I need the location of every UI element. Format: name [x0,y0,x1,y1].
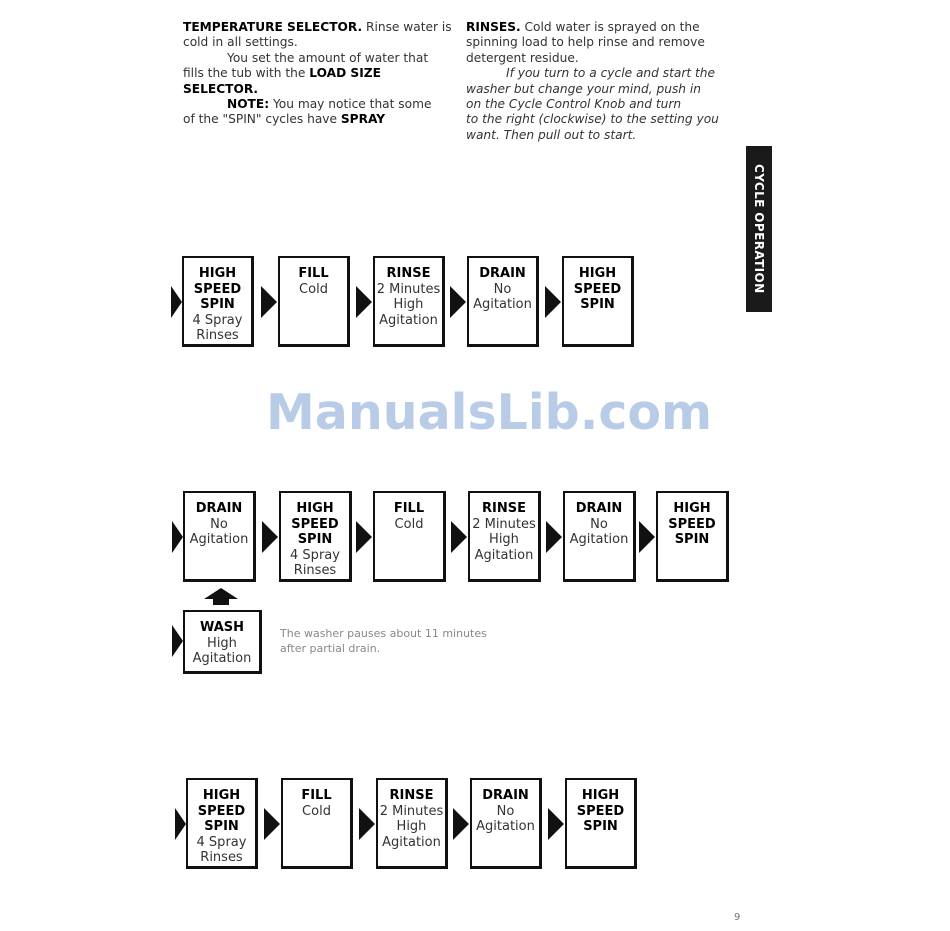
cycle-change-paragraph: If you turn to a cycle and start the washer but change your mind, push in on the Cycle Control Knob and turn to the right (clockwise) to the setting you want. Then pull out to start. [466,66,719,142]
wash-box [183,610,262,674]
step-line: FILL [393,501,425,516]
temperature-selector-paragraph: TEMPERATURE SELECTOR. Rinse water is cold in all settings. [183,20,452,50]
step-line: High [396,819,427,835]
step-line: Cold [299,281,328,297]
row3-arrow-icon [175,808,186,840]
step-line: Rinses [293,563,337,579]
load-size-paragraph: You set the amount of water that fills the tub with the LOAD SIZE SELECTOR. [183,50,429,96]
row2-step-box [183,491,256,582]
row1-step-box [562,256,634,347]
row1-arrow-icon [545,286,561,318]
pause-note: The washer pauses about 11 minutes after partial drain. [280,627,487,655]
step-line: RINSE [389,788,434,803]
step-line: SPEED [197,803,246,819]
row2-step-box [279,491,352,582]
temperature-selector-heading: TEMPERATURE SELECTOR. [183,20,363,34]
step-line: SPEED [291,516,339,532]
step-line: SPEED [573,281,622,297]
step-line: RINSE [386,266,431,281]
step-line: HIGH [202,788,241,803]
watermark: ManualsLib.com [266,384,713,441]
step-line: SPIN [297,532,333,548]
row2-step-box [656,491,729,582]
row1-arrow-icon [356,286,372,318]
row2-wash-entry-arrow-icon [172,625,183,657]
step-line: Agitation [473,297,532,313]
row2-arrow-icon [639,521,655,553]
row1-step-box [467,256,539,347]
row3-arrow-icon [359,808,375,840]
row2-arrow-icon [356,521,372,553]
row3-step-box [186,778,258,869]
note-label: NOTE: [227,97,270,112]
step-line: Rinses [200,850,243,866]
step-line: HIGH [581,788,620,803]
step-line: DRAIN [195,501,243,516]
step-line: Agitation [192,651,252,667]
step-line: Agitation [189,532,249,548]
step-line: Agitation [569,532,629,548]
cycle-operation-tab: CYCLE OPERATION [746,146,772,312]
row3-arrow-icon [453,808,469,840]
step-line: Agitation [476,819,535,835]
step-line: DRAIN [482,788,529,803]
step-line: 4 Spray [290,547,340,563]
step-line: No [590,516,608,532]
step-line: SPEED [668,516,716,532]
step-line: HIGH [673,501,711,516]
step-line: HIGH [296,501,334,516]
step-line: No [496,803,515,819]
step-line: High [393,297,424,313]
step-line: FILL [301,788,332,803]
step-line: 2 Minutes [379,803,444,819]
note-paragraph: NOTE: You may notice that some of the "SPIN" cycles have SPRAY [183,97,432,127]
step-line: 4 Spray [192,312,243,328]
step-line: Rinses [196,328,239,344]
row2-arrow-icon [546,521,562,553]
row3-step-box [470,778,542,869]
step-line: Cold [394,516,424,532]
row1-arrow-icon [450,286,466,318]
left-text-column [183,20,453,128]
page-number: 9 [734,912,741,923]
step-line: FILL [298,266,329,281]
rinses-paragraph: RINSES. Cold water is sprayed on the spinning load to help rinse and remove detergent residue. [466,20,705,65]
row2-arrow-icon [451,521,467,553]
row2-step-box [563,491,636,582]
step-line: No [210,516,228,532]
step-line: Agitation [382,834,441,850]
step-line: SPIN [204,819,239,835]
row2-arrow-icon [172,521,183,553]
step-line: DRAIN [575,501,623,516]
step-line: SPEED [193,281,242,297]
right-text-column [466,20,738,143]
row3-arrow-icon [548,808,564,840]
row1-arrow-icon [261,286,277,318]
row1-step-box [182,256,254,347]
step-line: HIGH [578,266,617,281]
step-line: DRAIN [479,266,526,281]
row2-step-box [373,491,446,582]
row1-step-box [278,256,350,347]
step-line: 2 Minutes [376,281,441,297]
step-line: No [493,281,512,297]
step-line: SPIN [583,819,618,835]
step-line: Agitation [379,312,438,328]
step-line: SPIN [674,532,710,548]
row1-arrow-icon [171,286,182,318]
row2-arrow-icon [262,521,278,553]
row3-step-box [281,778,353,869]
step-line: SPEED [576,803,625,819]
step-line: Agitation [474,547,534,563]
step-line: SPIN [580,297,615,313]
step-line: HIGH [198,266,237,281]
row2-step-box [468,491,541,582]
step-line: High [207,635,237,651]
step-line: 4 Spray [196,834,247,850]
step-line: 2 Minutes [472,516,536,532]
row1-step-box [373,256,445,347]
step-line: Cold [302,803,331,819]
step-line: WASH [199,620,245,635]
row3-step-box [565,778,637,869]
row3-step-box [376,778,448,869]
up-arrow-stem [213,598,229,605]
step-line: High [489,532,519,548]
rinses-heading: RINSES. [466,20,521,34]
step-line: SPIN [200,297,235,313]
step-line: RINSE [482,501,526,516]
row3-arrow-icon [264,808,280,840]
